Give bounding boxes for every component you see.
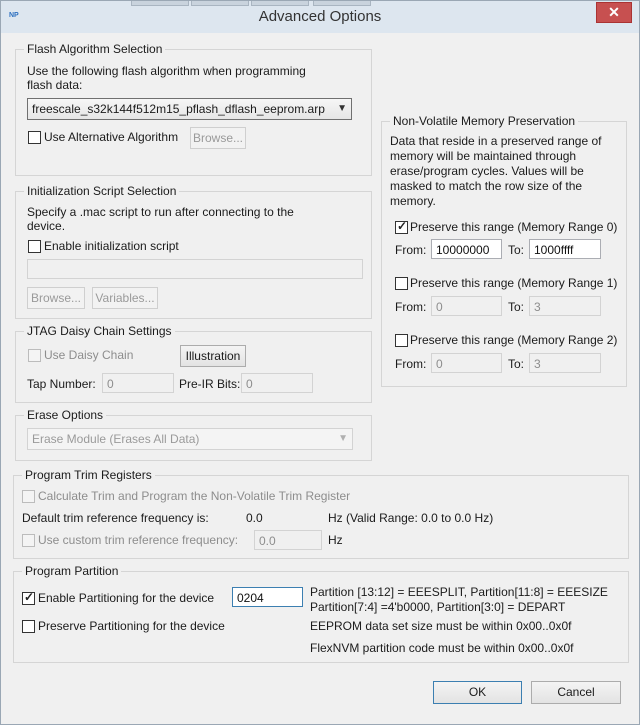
preserve-partitioning-checkbox[interactable] (22, 620, 35, 633)
preserve-range-0-checkbox[interactable] (395, 221, 408, 234)
illustration-button[interactable]: Illustration (180, 345, 246, 367)
range-2-from-input[interactable]: 0 (431, 353, 502, 373)
app-icon: NP (9, 12, 19, 19)
use-alternative-algorithm-checkbox[interactable] (28, 131, 41, 144)
use-alternative-algorithm-label[interactable]: Use Alternative Algorithm (44, 130, 179, 144)
default-trim-frequency-label: Default trim reference frequency is: (22, 511, 209, 525)
title-bar[interactable] (1, 1, 639, 33)
flash-algorithm-value: freescale_s32k144f512m15_pflash_dflash_eeprom.arp (32, 102, 325, 116)
flash-algorithm-select[interactable] (27, 98, 352, 120)
pre-ir-bits-label: Pre-IR Bits: (179, 377, 241, 391)
range-0-from-label: From: (395, 243, 427, 257)
partition-info-line: Partition [13:12] = EEESPLIT, Partition[11:8] = EEESIZE (310, 585, 608, 599)
range-2-to-input[interactable]: 3 (529, 353, 601, 373)
checkmark-icon: ✓ (397, 219, 408, 233)
flexnvm-code-note: FlexNVM partition code must be within 0x00..0x0f (310, 641, 574, 655)
use-daisy-chain-label[interactable]: Use Daisy Chain (44, 348, 134, 362)
preserve-range-1-label[interactable]: Preserve this range (Memory Range 1) (410, 276, 618, 290)
nvm-description: masked to match the row size of the (390, 179, 583, 193)
range-0-from-input[interactable]: 10000000 (431, 239, 502, 259)
range-1-to-label: To: (508, 300, 525, 314)
preserve-range-2-label[interactable]: Preserve this range (Memory Range 2) (410, 333, 618, 347)
enable-partitioning-checkbox[interactable] (22, 592, 35, 605)
eeprom-size-note: EEPROM data set size must be within 0x00..0x0f (310, 619, 572, 633)
trim-valid-range-label: Hz (Valid Range: 0.0 to 0.0 Hz) (328, 511, 494, 525)
range-1-to-input[interactable]: 3 (529, 296, 601, 316)
nvm-description: Data that reside in a preserved range of (390, 134, 602, 148)
background-tab (251, 1, 309, 6)
nvm-description: erase/program cycles. Values will be (390, 164, 584, 178)
flash-description: Use the following flash algorithm when programming (27, 64, 306, 78)
enable-init-script-label[interactable]: Enable initialization script (44, 239, 179, 253)
cancel-button[interactable]: Cancel (531, 681, 621, 704)
erase-options-select[interactable] (27, 428, 353, 450)
ok-button[interactable]: OK (433, 681, 522, 704)
custom-trim-frequency-label[interactable]: Use custom trim reference frequency: (38, 533, 239, 547)
use-daisy-chain-checkbox[interactable] (28, 349, 41, 362)
erase-option-value: Erase Module (Erases All Data) (32, 432, 200, 446)
jtag-daisy-chain-group (15, 324, 372, 403)
chevron-down-icon: ▼ (338, 433, 348, 444)
group-label: Initialization Script Selection (24, 184, 179, 198)
close-icon: ✕ (608, 4, 620, 20)
init-description: device. (27, 219, 66, 233)
range-0-to-input[interactable]: 1000ffff (529, 239, 601, 259)
preserve-range-1-checkbox[interactable] (395, 277, 408, 290)
close-button[interactable] (596, 2, 632, 23)
background-tab (313, 1, 371, 6)
group-label: Program Partition (22, 564, 121, 578)
range-2-from-label: From: (395, 357, 427, 371)
group-label: Erase Options (24, 408, 106, 422)
custom-trim-hz-label: Hz (328, 533, 343, 547)
custom-trim-frequency-input[interactable]: 0.0 (254, 530, 322, 550)
alt-algorithm-browse-button[interactable]: Browse... (190, 127, 246, 149)
preserve-range-2-checkbox[interactable] (395, 334, 408, 347)
enable-partitioning-label[interactable]: Enable Partitioning for the device (38, 591, 215, 605)
group-label: JTAG Daisy Chain Settings (24, 324, 175, 338)
preserve-range-0-label[interactable]: Preserve this range (Memory Range 0) (410, 220, 618, 234)
nvm-description: memory will be maintained through (390, 149, 577, 163)
partition-info-line: Partition[7:4] =4'b0000, Partition[3:0] = DEPART (310, 600, 566, 614)
dialog-title: Advanced Options (258, 8, 382, 25)
background-tab (131, 1, 189, 6)
pre-ir-bits-input[interactable]: 0 (241, 373, 313, 393)
preserve-partitioning-label[interactable]: Preserve Partitioning for the device (38, 619, 225, 633)
init-script-path-input[interactable] (27, 259, 363, 279)
range-2-to-label: To: (508, 357, 525, 371)
range-0-to-label: To: (508, 243, 525, 257)
checkmark-icon: ✓ (24, 590, 35, 604)
background-tab (191, 1, 249, 6)
tap-number-input[interactable]: 0 (102, 373, 174, 393)
group-label: Non-Volatile Memory Preservation (390, 114, 578, 128)
nvm-description: memory. (390, 194, 436, 208)
default-trim-frequency-value: 0.0 (246, 511, 263, 525)
partition-code-input[interactable]: 0204 (232, 587, 303, 607)
init-browse-button[interactable]: Browse... (27, 287, 85, 309)
group-label: Program Trim Registers (22, 468, 155, 482)
range-1-from-label: From: (395, 300, 427, 314)
flash-description: flash data: (27, 78, 83, 92)
init-description: Specify a .mac script to run after connecting to the (27, 205, 294, 219)
tap-number-label: Tap Number: (27, 377, 96, 391)
calculate-trim-label[interactable]: Calculate Trim and Program the Non-Volatile Trim Register (38, 489, 351, 503)
enable-init-script-checkbox[interactable] (28, 240, 41, 253)
group-label: Flash Algorithm Selection (24, 42, 165, 56)
custom-trim-frequency-checkbox[interactable] (22, 534, 35, 547)
calculate-trim-checkbox[interactable] (22, 490, 35, 503)
init-variables-button[interactable]: Variables... (92, 287, 158, 309)
chevron-down-icon: ▼ (337, 103, 347, 114)
range-1-from-input[interactable]: 0 (431, 296, 502, 316)
